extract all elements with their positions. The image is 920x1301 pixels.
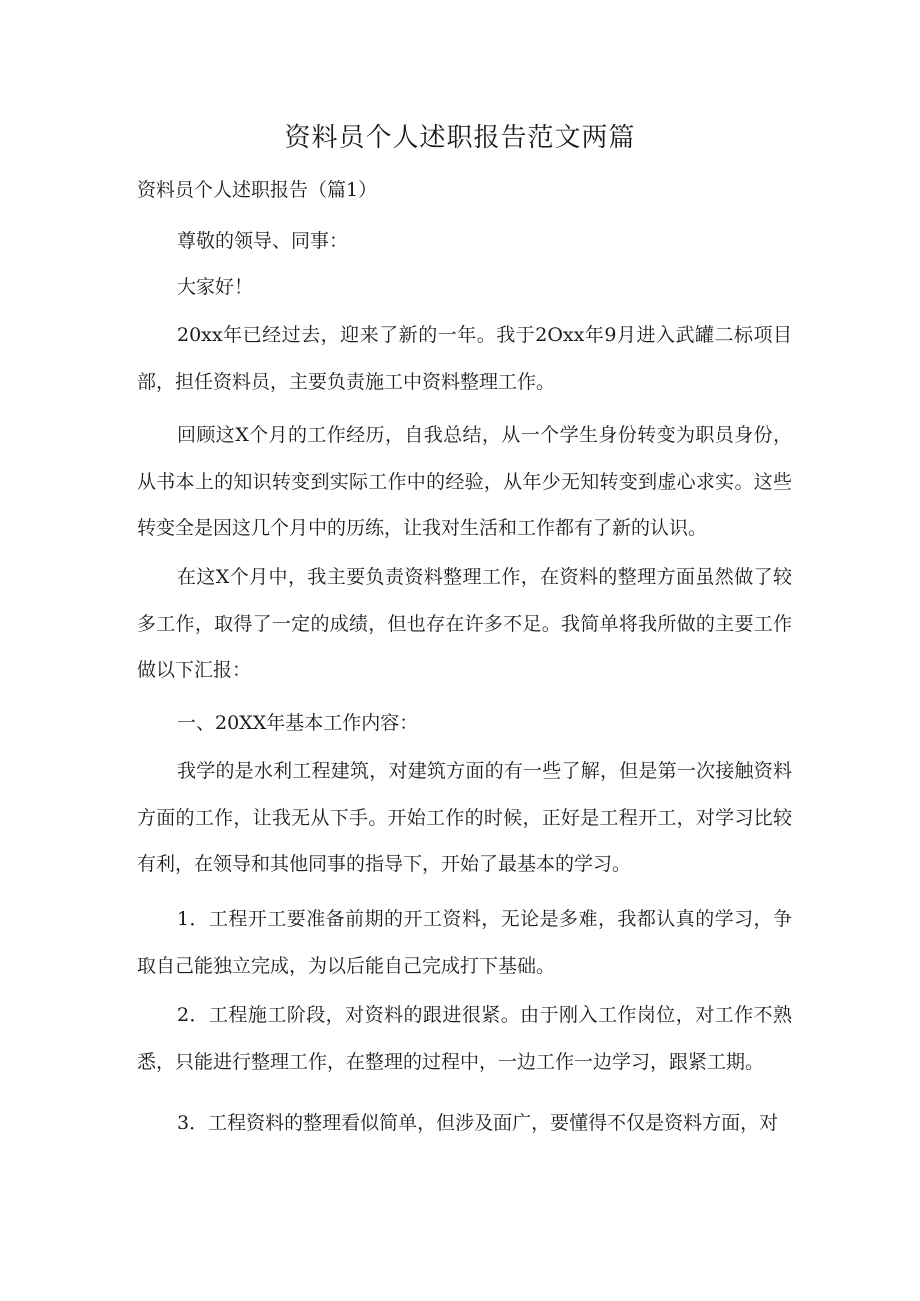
list-item-2: 2．工程施工阶段，对资料的跟进很紧。由于刚入工作岗位，对工作不熟悉，只能进行整理工作，在整理的过程中，一边工作一边学习，跟紧工期。 <box>137 1004 792 1073</box>
work-summary-paragraph: 在这X个月中，我主要负责资料整理工作，在资料的整理方面虽然做了较多工作，取得了一定的成绩，但也存在许多不足。我简单将我所做的主要工作做以下汇报： <box>137 566 792 682</box>
review-paragraph: 回顾这X个月的工作经历，自我总结，从一个学生身份转变为职员身份，从书本上的知识转变到实际工作中的经验，从年少无知转变到虚心求实。这些转变全是因这几个月中的历练，让我对生活和工作都有了新的认识。 <box>137 424 792 540</box>
document-title: 资料员个人述职报告范文两篇 <box>284 123 636 153</box>
section-heading: 资料员个人述职报告（篇1） <box>137 179 378 201</box>
section-one-heading: 一、20XX年基本工作内容： <box>177 712 419 734</box>
list-item-1: 1．工程开工要准备前期的开工资料，无论是多难，我都认真的学习，争取自己能独立完成，为以后能自己完成打下基础。 <box>137 908 792 977</box>
background-paragraph: 我学的是水利工程建筑，对建筑方面的有一些了解，但是第一次接触资料方面的工作，让我无从下手。开始工作的时候，正好是工程开工，对学习比较有利，在领导和其他同事的指导下，开始了最基本的学习。 <box>137 760 792 876</box>
intro-paragraph: 20xx年已经过去，迎来了新的一年。我于2Oxx年9月进入武罐二标项目部，担任资料员，主要负责施工中资料整理工作。 <box>137 324 792 393</box>
list-item-3: 3．工程资料的整理看似简单，但涉及面广，要懂得不仅是资料方面，对 <box>177 1112 779 1134</box>
greeting-paragraph: 大家好！ <box>177 276 254 298</box>
salutation-paragraph: 尊敬的领导、同事： <box>177 230 349 252</box>
